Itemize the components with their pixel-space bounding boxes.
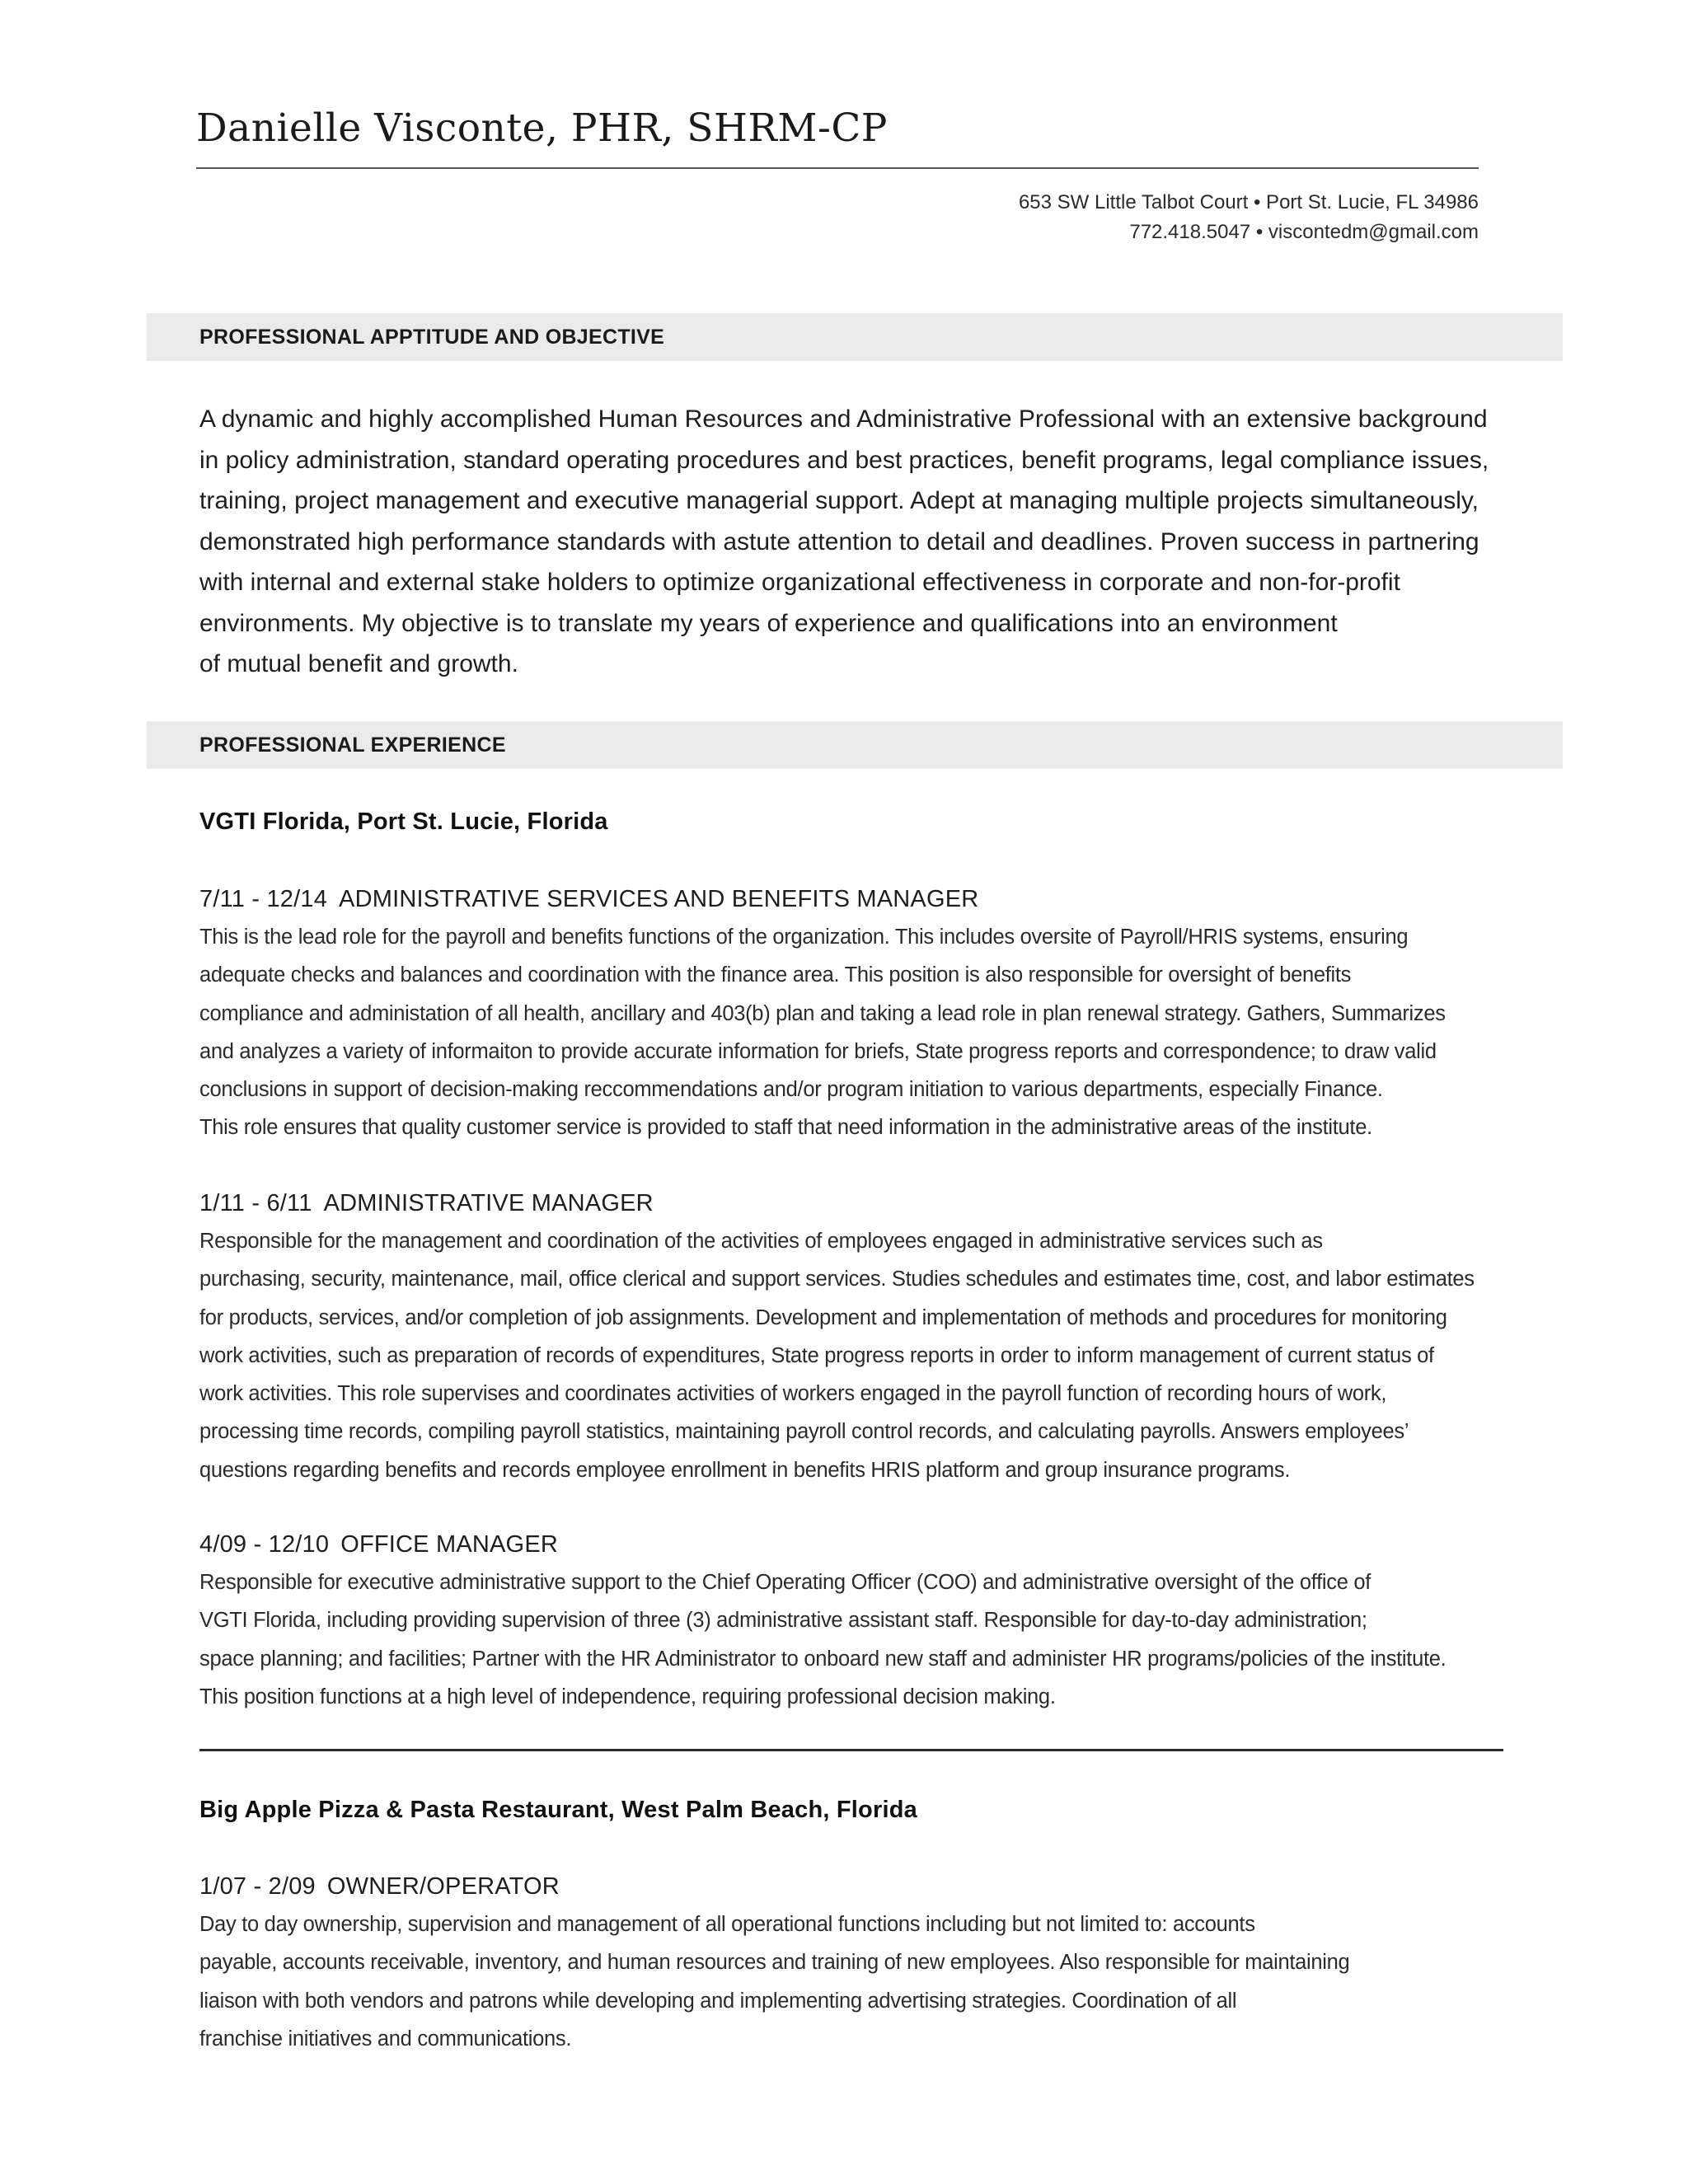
job-dates: 7/11 - 12/14 [199, 886, 328, 912]
job-description [199, 918, 1551, 1147]
job-entry [199, 1529, 1551, 1716]
objective-line: of mutual benefit and growth. [199, 650, 518, 677]
job-description-line: purchasing, security, maintenance, mail, office clerical and support services. Studies schedules and estimates time, cost, and labor estimates [199, 1268, 1475, 1291]
job-description-line: work activities. This role supervises and coordinates activities of workers engaged in the payroll function of recording hours of work, [199, 1382, 1387, 1406]
job-description-line: compliance and administation of all health, ancillary and 403(b) plan and taking a lead role in plan renewal strategy. Gathers, Summarizes [199, 1001, 1446, 1025]
job-description-line: This position functions at a high level of independence, requiring professional decision making. [199, 1685, 1056, 1708]
job-entry [199, 883, 1551, 1147]
job-heading [199, 883, 1551, 915]
phone-email-line: 772.418.5047 • viscontedm@gmail.com [1129, 221, 1479, 243]
job-title: OFFICE MANAGER [340, 1531, 559, 1558]
job-description-line: work activities, such as preparation of records of expenditures, State progress reports in order to inform management of current status of [199, 1343, 1434, 1367]
contact-block [737, 188, 1479, 247]
job-description-line: conclusions in support of decision-making reccommendations and/or program initiation to various departments, especially Finance. [199, 1078, 1383, 1102]
job-description-line: Responsible for the management and coordination of the activities of employees engaged in administrative services such as [199, 1230, 1323, 1253]
employer-name: Big Apple Pizza & Pasta Restaurant, West Palm Beach, Florida [199, 1797, 917, 1823]
job-description-line: Day to day ownership, supervision and management of all operational functions including but not limited to: accounts [199, 1913, 1255, 1936]
objective-line: demonstrated high performance standards with astute attention to detail and deadlines. Proven success in partnering [199, 527, 1479, 555]
objective-line: in policy administration, standard operating procedures and best practices, benefit programs, legal compliance issues, [199, 446, 1489, 474]
employer-name: VGTI Florida, Port St. Lucie, Florida [199, 808, 608, 835]
section-header-objective [147, 313, 1563, 361]
section-header-experience [147, 721, 1563, 769]
job-description-line: processing time records, compiling payroll statistics, maintaining payroll control records, and calculating payrolls. Answers employees’ [199, 1420, 1409, 1444]
objective-paragraph [199, 399, 1551, 685]
job-heading [199, 1871, 1551, 1902]
job-dates: 4/09 - 12/10 [199, 1531, 330, 1558]
job-dates: 1/07 - 2/09 [199, 1873, 316, 1900]
objective-line: environments. My objective is to translate my years of experience and qualifications into an environment [199, 609, 1338, 637]
job-description-line: Responsible for executive administrative support to the Chief Operating Officer (COO) and administrative oversight of the office of [199, 1571, 1372, 1594]
job-description [199, 1222, 1551, 1489]
address-line: 653 SW Little Talbot Court • Port St. Lucie, FL 34986 [1018, 191, 1479, 213]
job-dates: 1/11 - 6/11 [199, 1190, 312, 1216]
job-entry [199, 1871, 1551, 2058]
job-description-line: space planning; and facilities; Partner with the HR Administrator to onboard new staff and administer HR programs/policies of the institute. [199, 1647, 1447, 1671]
job-heading [199, 1529, 1551, 1560]
employer-divider [199, 1749, 1503, 1751]
job-description-line: questions regarding benefits and records employee enrollment in benefits HRIS platform and group insurance programs. [199, 1458, 1291, 1482]
job-description-line: This is the lead role for the payroll and benefits functions of the organization. This includes oversite of Payroll/HRIS systems, ensuring [199, 926, 1409, 949]
job-description-line: payable, accounts receivable, inventory, and human resources and training of new employees. Also responsible for maintaining [199, 1951, 1350, 1975]
job-description-line: liaison with both vendors and patrons while developing and implementing advertising strategies. Coordination of all [199, 1989, 1237, 2013]
name-underline-rule [196, 167, 1479, 169]
job-description-line: adequate checks and balances and coordination with the finance area. This position is also responsible for oversight of benefits [199, 963, 1352, 987]
job-description [199, 1905, 1551, 2058]
job-description-line: This role ensures that quality customer service is provided to staff that need information in the administrative areas of the institute. [199, 1116, 1372, 1140]
section-title-objective: PROFESSIONAL APPTITUDE AND OBJECTIVE [199, 326, 665, 349]
job-entry [199, 1188, 1551, 1489]
job-description-line: for products, services, and/or completion of job assignments. Development and implementation of methods and procedures for monitoring [199, 1305, 1447, 1329]
job-title: ADMINISTRATIVE SERVICES AND BENEFITS MANAGER [339, 886, 979, 912]
job-title: ADMINISTRATIVE MANAGER [323, 1190, 654, 1216]
section-title-experience: PROFESSIONAL EXPERIENCE [199, 733, 506, 757]
job-description-line: franchise initiatives and communications. [199, 2027, 572, 2050]
job-description-line: and analyzes a variety of informaiton to provide accurate information for briefs, State progress reports and correspondence; to draw valid [199, 1039, 1437, 1063]
objective-line: training, project management and executive managerial support. Adept at managing multiple projects simultaneously, [199, 487, 1479, 514]
job-description [199, 1563, 1551, 1716]
candidate-name: Danielle Visconte, PHR, SHRM-CP [196, 105, 888, 151]
job-title: OWNER/OPERATOR [326, 1873, 560, 1900]
objective-line: A dynamic and highly accomplished Human Resources and Administrative Professional with an extensive background [199, 405, 1488, 433]
job-description-line: VGTI Florida, including providing supervision of three (3) administrative assistant staff. Responsible for day-to-day administration; [199, 1609, 1367, 1633]
job-heading [199, 1188, 1551, 1219]
objective-line: with internal and external stake holders to optimize organizational effectiveness in corporate and non-for-profit [199, 569, 1400, 596]
